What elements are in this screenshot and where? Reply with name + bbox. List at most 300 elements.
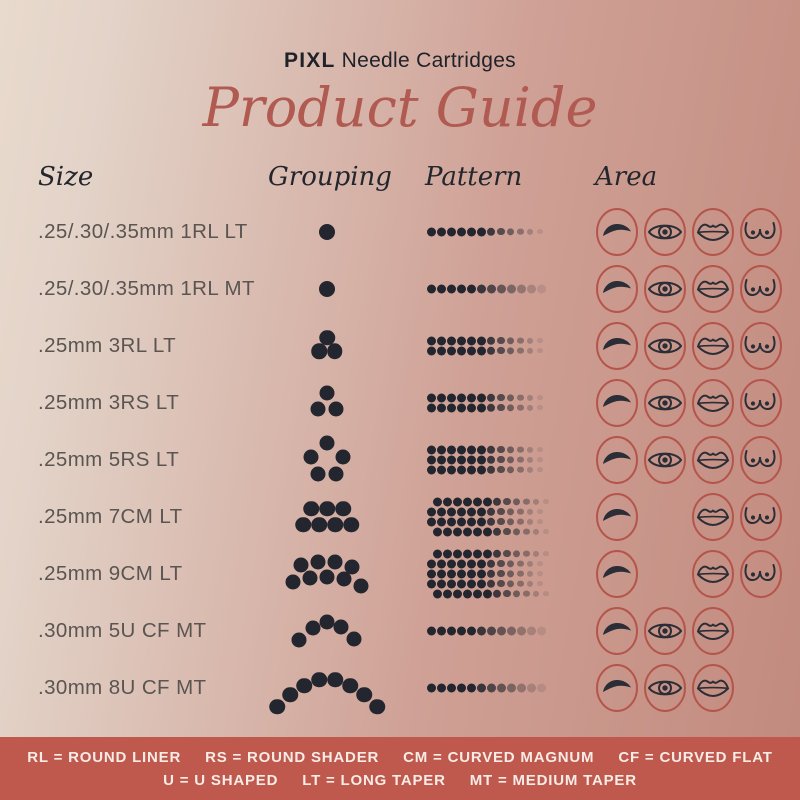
pattern-dot [517,404,524,411]
area-ring [595,435,639,485]
pattern-dot [437,517,446,526]
pattern-dot [527,337,533,343]
area-ring [691,435,735,485]
brow-icon [593,606,641,656]
breast-icon [737,207,785,257]
pattern-dot [537,467,543,473]
pattern-dot [537,338,543,344]
pattern-dot [503,590,511,598]
legend-line-1 [0,746,800,769]
pattern-dot [507,570,514,577]
breast-icon [737,435,785,485]
pattern-dot [443,589,452,598]
area-ring [595,207,639,257]
pattern-dot [433,527,442,536]
pattern-dots [427,227,557,237]
pattern-dot [497,394,505,402]
lips-icon [689,492,737,542]
pattern-dot [437,227,446,236]
pattern-dot [427,517,436,526]
pattern-dot [437,559,446,568]
pattern-dot [447,507,456,516]
pattern-row [427,393,557,403]
pattern-dot [487,445,495,453]
legend-item: CF = CURVED FLAT [618,749,773,766]
pattern-dot [437,393,446,402]
pattern-dot [477,569,486,578]
breast-icon [737,549,785,599]
pattern-dot [467,465,476,474]
empty-area-slot [641,549,689,599]
needle-dot [311,466,326,481]
pattern-dot [527,284,536,293]
area-ring [739,321,783,371]
pattern-dot [433,497,442,506]
pattern-dot [533,498,539,504]
pattern-dot [443,549,452,558]
pattern-dot [543,591,549,597]
pattern-dot [447,284,456,293]
pattern-dot [477,683,486,692]
needle-dot [337,571,352,586]
pattern-dot [497,284,506,293]
needle-dot [320,569,335,584]
needle-dot [311,343,327,359]
pattern-dot [523,590,530,597]
column-header-area: Area [595,162,658,192]
needle-dot [347,631,362,646]
pattern-dots [427,549,557,599]
pattern-dot [467,455,476,464]
column-header-pattern: Pattern [425,162,523,192]
area-ring [643,264,687,314]
pattern-dot [493,497,501,505]
needle-dot [329,466,344,481]
area-ring [691,207,735,257]
pattern-dot [533,590,539,596]
pattern-dot [487,683,496,692]
pattern-dot [437,403,446,412]
pattern-dot [453,589,462,598]
pattern-dot [457,403,466,412]
pattern-dot [537,405,543,411]
needle-dot [335,501,351,517]
pattern-dot [447,336,456,345]
pattern-dot [467,403,476,412]
pattern-dot [467,346,476,355]
table-row [0,203,800,260]
brow-icon [593,378,641,428]
pattern-dot [427,227,436,236]
table-row [0,431,800,488]
pattern-dot [457,227,466,236]
area-icons [593,321,785,371]
pattern-dot [527,228,533,234]
pattern-dot [427,403,436,412]
pattern-dot [507,508,514,515]
pattern-dot [497,228,505,236]
pattern-dot [437,569,446,578]
pattern-dot [457,393,466,402]
pattern-dot [513,590,520,597]
pattern-dot [523,528,530,535]
area-ring [595,606,639,656]
pattern-dot [497,560,505,568]
pattern-dot [527,466,533,472]
pattern-dot [507,394,514,401]
pattern-dot [477,346,486,355]
area-ring [739,492,783,542]
pattern-dot [477,507,486,516]
pattern-dot [537,519,543,525]
pattern-dot [447,465,456,474]
pattern-dot [497,347,505,355]
area-ring [595,549,639,599]
pattern-dot [537,284,546,293]
pattern-dot [487,559,495,567]
size-label: .25/.30/.35mm 1RL LT [38,219,248,243]
needle-dot [311,402,326,417]
pattern-dot [453,497,462,506]
pattern-dot [517,518,524,525]
pattern-dots [427,497,557,537]
pattern-dot [477,227,486,236]
pattern-row [427,527,557,537]
needle-dot [356,687,372,703]
area-ring [595,264,639,314]
pattern-dot [437,346,446,355]
needle-dot [305,620,320,635]
pattern-dot [457,579,466,588]
brand-line [0,49,800,73]
pattern-dot [513,498,520,505]
pattern-row [427,227,557,237]
pattern-dot [463,497,472,506]
lips-icon [689,207,737,257]
pattern-dot [533,528,539,534]
pattern-dot [457,455,466,464]
needle-dot [319,281,335,297]
pattern-dot [477,445,486,454]
pattern-dot [517,683,526,692]
pattern-dot [427,579,436,588]
needle-dot [311,517,327,533]
area-ring [643,435,687,485]
pattern-dot [543,529,549,535]
pattern-dot [497,508,505,516]
area-ring [643,606,687,656]
area-icons [593,549,785,599]
pattern-dots [427,683,557,693]
pattern-dot [537,683,546,692]
pattern-dot [447,403,456,412]
pattern-dot [473,527,482,536]
pattern-row [427,579,557,589]
pattern-dot [537,457,543,463]
pattern-dot [447,683,456,692]
pattern-dot [537,509,543,515]
pattern-dot [537,447,543,453]
breast-icon [737,492,785,542]
lips-icon [689,663,737,713]
pattern-dot [427,559,436,568]
pattern-dot [497,404,505,412]
pattern-dot [427,465,436,474]
pattern-row [427,284,557,294]
table-row [0,545,800,602]
pattern-dot [477,465,486,474]
pattern-dot [467,284,476,293]
eye-icon [641,321,689,371]
pattern-dot [457,465,466,474]
pattern-dot [467,683,476,692]
pattern-dot [507,404,514,411]
needle-dot [327,517,343,533]
pattern-dots [427,284,557,294]
empty-area-slot [641,492,689,542]
pattern-dot [527,347,533,353]
pattern-row [427,465,557,475]
pattern-dot [467,559,476,568]
breast-icon [737,378,785,428]
needle-dot [328,402,343,417]
eye-icon [641,606,689,656]
pattern-dot [437,445,446,454]
pattern-dot [527,446,533,452]
pattern-dot [427,336,436,345]
pattern-row [427,626,557,636]
pattern-dot [477,403,486,412]
pattern-dot [453,527,462,536]
pattern-dot [463,549,472,558]
pattern-dot [457,517,466,526]
pattern-dot [507,626,516,635]
needle-dot [336,449,351,464]
needle-dot [269,699,285,715]
pattern-dot [507,456,514,463]
legend-line-2 [0,769,800,792]
pattern-dot [487,284,496,293]
pattern-dot [427,455,436,464]
lips-icon [689,378,737,428]
pattern-dot [527,518,533,524]
pattern-dot [483,549,492,558]
pattern-dot [447,517,456,526]
pattern-row [427,455,557,465]
pattern-dot [427,284,436,293]
table-row [0,317,800,374]
needle-dot [319,224,335,240]
pattern-dot [537,229,543,235]
pattern-dot [513,550,520,557]
pattern-dot [497,518,505,526]
pattern-dot [527,404,533,410]
pattern-dot [457,507,466,516]
needle-dot [328,554,343,569]
pattern-dot [543,551,549,557]
pattern-dot [433,549,442,558]
needle-dot [369,699,385,715]
needle-dot [343,517,359,533]
pattern-row [427,336,557,346]
area-ring [739,549,783,599]
pattern-row [427,403,557,413]
pattern-dot [507,347,514,354]
pattern-dot [487,517,495,525]
pattern-dot [437,683,446,692]
table-row [0,260,800,317]
pattern-dot [447,346,456,355]
area-ring [595,663,639,713]
brow-icon [593,549,641,599]
pattern-dot [497,456,505,464]
area-icons [593,264,785,314]
pattern-dot [437,626,446,635]
pattern-dot [493,589,501,597]
brow-icon [593,264,641,314]
area-icons [593,207,785,257]
pattern-row [427,569,557,579]
pattern-dot [457,346,466,355]
needle-dot [311,672,327,688]
empty-area-slot [737,606,785,656]
pattern-dot [527,560,533,566]
pattern-dot [523,498,530,505]
needle-dot [320,386,335,401]
size-label: .30mm 5U CF MT [38,618,207,642]
needle-dot [296,678,312,694]
pattern-dot [503,528,511,536]
pattern-row [427,507,557,517]
area-ring [739,264,783,314]
pattern-dot [507,337,514,344]
size-label: .25mm 5RS LT [38,447,180,471]
pattern-dot [457,445,466,454]
pattern-dot [467,626,476,635]
pattern-dot [427,683,436,692]
pattern-dot [447,626,456,635]
pattern-dot [477,284,486,293]
pattern-row [427,589,557,599]
pattern-dot [507,580,514,587]
lips-icon [689,606,737,656]
pattern-dot [497,580,505,588]
eye-icon [641,663,689,713]
pattern-row [427,346,557,356]
eye-icon [641,435,689,485]
pattern-dot [517,466,524,473]
pattern-dot [487,465,495,473]
area-ring [739,435,783,485]
area-ring [691,378,735,428]
area-ring [739,378,783,428]
breast-icon [737,321,785,371]
pattern-dot [487,579,495,587]
area-ring [643,321,687,371]
pattern-dot [503,550,511,558]
lips-icon [689,435,737,485]
pattern-dot [527,394,533,400]
pattern-dot [487,455,495,463]
table-row [0,602,800,659]
pattern-dot [473,589,482,598]
needle-dot [342,678,358,694]
pattern-dot [467,579,476,588]
pattern-dot [437,507,446,516]
area-icons [593,663,785,713]
pattern-dot [427,626,436,635]
size-label: .25mm 3RL LT [38,333,177,357]
pattern-dot [527,508,533,514]
pattern-dot [527,456,533,462]
pattern-dot [467,445,476,454]
pattern-dot [473,549,482,558]
eye-icon [641,207,689,257]
needle-dot [311,554,326,569]
needle-dot [282,687,298,703]
pattern-dot [537,581,543,587]
area-ring [691,321,735,371]
pattern-dot [477,455,486,464]
needle-dot [327,672,343,688]
pattern-dot [527,626,536,635]
pattern-dot [457,626,466,635]
needle-dot [319,614,334,629]
pattern-dot [427,445,436,454]
needle-dot [303,501,319,517]
pattern-dot [483,589,492,598]
area-ring [691,549,735,599]
pattern-dots [427,445,557,475]
pattern-dot [457,336,466,345]
area-ring [643,207,687,257]
pattern-dot [517,394,524,401]
pattern-dot [517,337,524,344]
needle-dot [295,517,311,533]
legend-item: U = U SHAPED [163,772,279,789]
pattern-dot [447,579,456,588]
pattern-dot [517,570,524,577]
brow-icon [593,207,641,257]
pattern-dot [487,393,495,401]
area-icons [593,435,785,485]
pattern-dot [447,559,456,568]
area-ring [691,264,735,314]
breast-icon [737,264,785,314]
pattern-dot [457,569,466,578]
pattern-dot [533,550,539,556]
table-row [0,374,800,431]
pattern-dot [517,284,526,293]
needle-dot [292,632,307,647]
pattern-dot [467,507,476,516]
pattern-dot [527,580,533,586]
size-label: .30mm 8U CF MT [38,675,207,699]
pattern-dot [473,497,482,506]
pattern-dot [453,549,462,558]
pattern-dot [507,284,516,293]
pattern-dot [497,570,505,578]
table-row [0,488,800,545]
pattern-dot [487,626,496,635]
pattern-dot [537,626,546,635]
pattern-dot [523,550,530,557]
area-ring [691,663,735,713]
pattern-dot [467,569,476,578]
pattern-dot [477,336,486,345]
pattern-dot [517,626,526,635]
pattern-dot [507,446,514,453]
